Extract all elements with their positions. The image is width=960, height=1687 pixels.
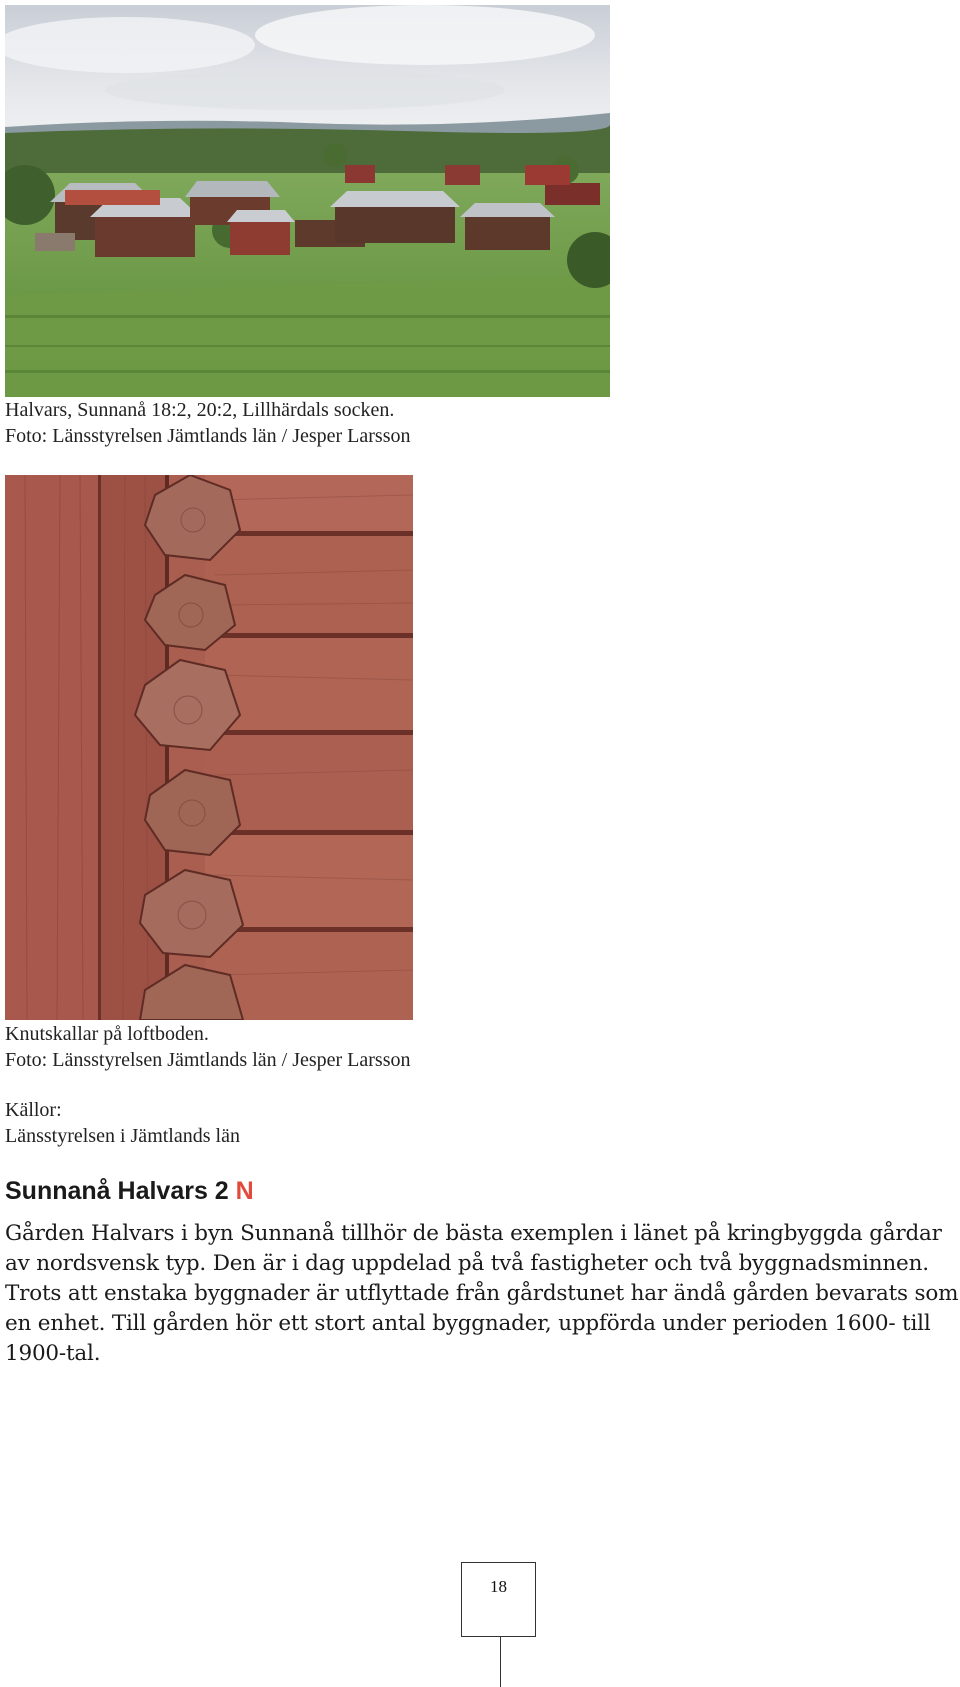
log-corner-photo — [5, 475, 413, 1020]
sources-section — [5, 1097, 240, 1149]
page-number: 18 — [490, 1577, 507, 1596]
sources-item: Länsstyrelsen i Jämtlands län — [5, 1125, 240, 1147]
caption-title: Knutskallar på loftboden. — [5, 1023, 209, 1045]
caption-credit: Foto: Länsstyrelsen Jämtlands län / Jesper Larsson — [5, 425, 411, 447]
body-paragraph: Gården Halvars i byn Sunnanå tillhör de bästa exemplen i länet på kringbyggda gårdar av nordsvensk typ. Den är i dag uppdelad på två fastigheter och två byggnadsminnen. — [5, 1221, 942, 1276]
caption-credit: Foto: Länsstyrelsen Jämtlands län / Jesper Larsson — [5, 1049, 411, 1071]
heading-title: Sunnanå Halvars 2 — [5, 1177, 229, 1205]
caption-title: Halvars, Sunnanå 18:2, 20:2, Lillhärdals socken. — [5, 399, 395, 421]
page-number-stem — [500, 1637, 501, 1687]
section-heading — [5, 1177, 254, 1206]
heading-code: N — [235, 1177, 254, 1205]
farm-landscape-image — [5, 5, 610, 397]
page-number-box — [461, 1562, 536, 1637]
photo-caption-2 — [5, 1021, 411, 1073]
body-paragraph: Trots att enstaka byggnader är utflyttade från gårdstunet har ändå gården bevarats som en enhet. Till gården hör ett stort antal byggnader, uppförda under perioden 1600- till 1900-tal. — [5, 1281, 959, 1366]
body-text — [5, 1219, 960, 1369]
sources-label: Källor: — [5, 1099, 62, 1121]
log-corner-image — [5, 475, 413, 1020]
farm-landscape-photo — [5, 5, 610, 397]
photo-caption-1 — [5, 397, 411, 449]
